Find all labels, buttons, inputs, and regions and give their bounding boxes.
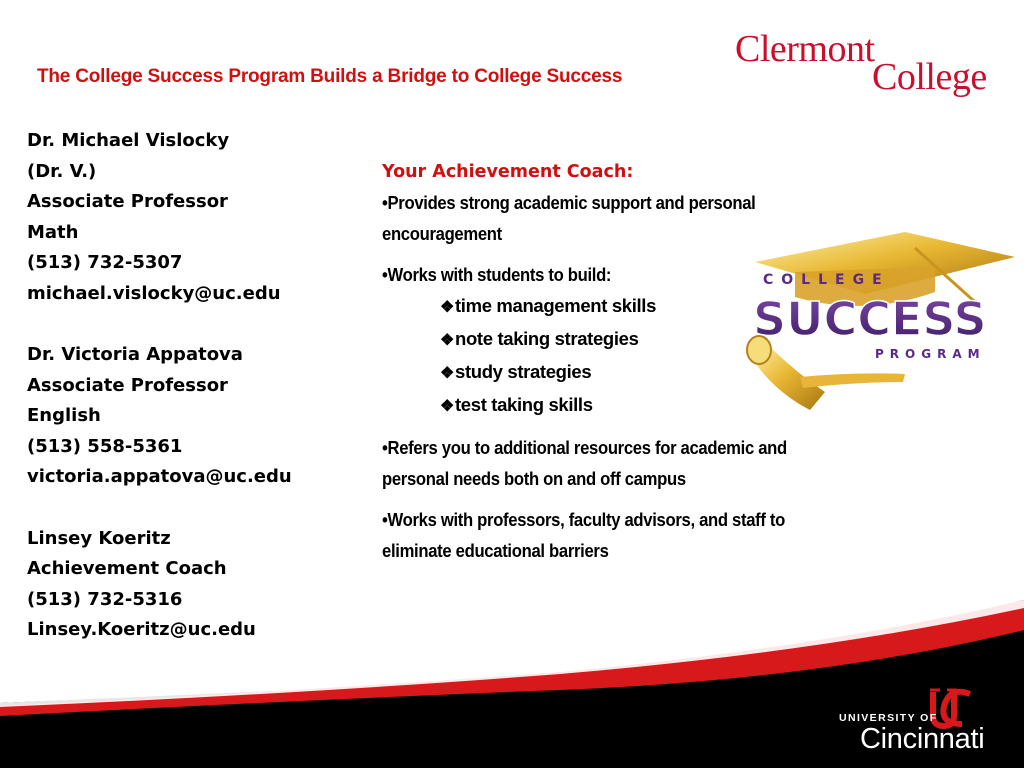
contact-subject: Math	[27, 221, 79, 243]
logo-word-clermont: Clermont	[735, 28, 875, 70]
contact-subject: English	[27, 405, 101, 426]
contact-phone: (513) 732-5316	[27, 588, 183, 610]
contact-email: michael.vislocky@uc.edu	[27, 282, 281, 304]
clermont-college-logo	[735, 30, 995, 100]
diamond-bullet-icon: ❖	[440, 299, 454, 316]
univ-of-label: UNIVERSITY OF	[839, 712, 938, 724]
coach-heading: Your Achievement Coach:	[382, 162, 634, 182]
bullet-text: eliminate educational barriers	[382, 540, 609, 561]
contact-phone: (513) 732-5307	[27, 252, 183, 273]
skill-label: study strategies	[455, 361, 592, 382]
bullet-refers	[382, 432, 909, 494]
contact-name: Dr. Michael Vislocky	[27, 130, 230, 151]
contact-name: Linsey Koeritz	[27, 527, 171, 549]
page-title: The College Success Program Builds a Bridge to College Success	[37, 66, 623, 87]
diamond-bullet-icon: ❖	[440, 398, 454, 415]
logo-text-college: COLLEGE	[763, 272, 890, 288]
bullet-text: personal needs both on and off campus	[382, 468, 686, 489]
logo-text-success: SUCCESS	[753, 292, 987, 346]
college-success-program-logo	[735, 232, 1015, 412]
contact-name: Dr. Victoria Appatova	[27, 344, 243, 365]
skill-label: note taking strategies	[455, 328, 639, 349]
spacer	[27, 309, 357, 340]
skill-label: test taking skills	[455, 394, 593, 415]
diamond-bullet-icon: ❖	[440, 332, 454, 349]
logo-text-program: PROGRAM	[875, 347, 986, 361]
spacer	[27, 493, 357, 524]
contact-title: Associate Professor	[27, 191, 228, 212]
bullet-build: •Works with students to build:	[382, 264, 612, 285]
contact-list	[27, 126, 357, 646]
bullet-text: •Works with professors, faculty advisors, and staff to	[382, 509, 786, 530]
contact-vislocky	[27, 126, 357, 309]
diamond-bullet-icon: ❖	[440, 365, 454, 382]
contact-title: Achievement Coach	[27, 558, 227, 579]
cincinnati-label: Cincinnati	[860, 723, 985, 755]
skill-label: time management skills	[455, 295, 657, 316]
contact-email: victoria.appatova@uc.edu	[27, 466, 292, 487]
contact-email: Linsey.Koeritz@uc.edu	[27, 619, 256, 640]
contact-phone: (513) 558-5361	[27, 435, 183, 457]
bullet-text: •Provides strong academic support and personal	[382, 192, 756, 213]
bullet-text: encouragement	[382, 223, 502, 244]
contact-nickname: (Dr. V.)	[27, 160, 97, 182]
contact-title: Associate Professor	[27, 374, 228, 396]
bullet-works-with	[382, 504, 909, 566]
bullet-text: •Refers you to additional resources for academic and	[382, 437, 787, 458]
contact-appatova	[27, 340, 357, 493]
logo-word-college: College	[872, 56, 987, 98]
